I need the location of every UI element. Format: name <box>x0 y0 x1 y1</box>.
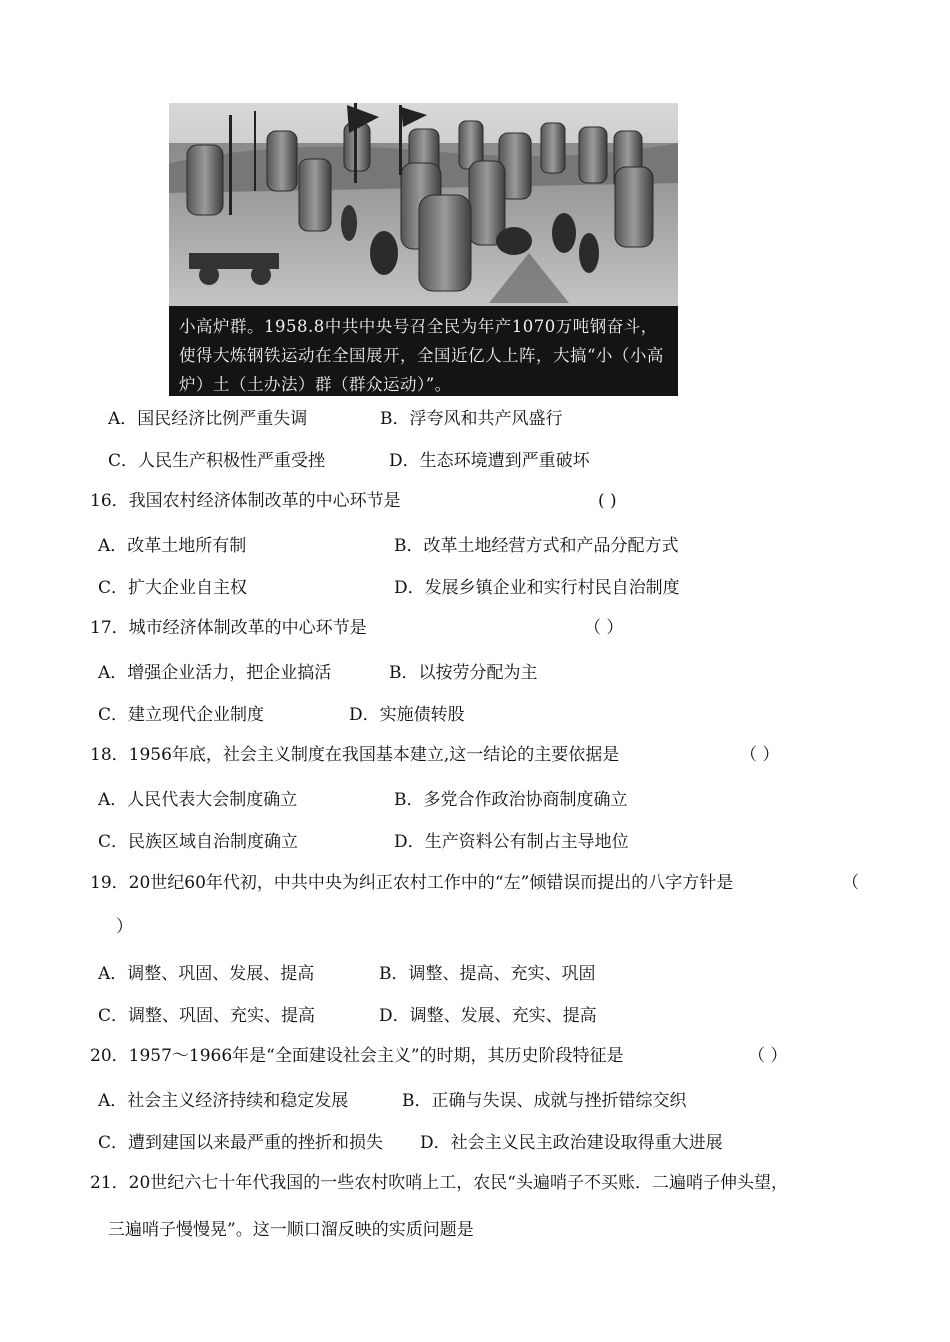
q19-paren-close: ） <box>116 917 133 937</box>
q18-option-b: B．多党合作政治协商制度确立 <box>394 790 628 810</box>
q16-stem: 16．我国农村经济体制改革的中心环节是 <box>90 491 401 511</box>
q15-option-a: A．国民经济比例严重失调 <box>108 409 308 429</box>
q18-option-d: D．生产资料公有制占主导地位 <box>394 832 629 852</box>
q21-stem-line1: 21．20世纪六七十年代我国的一些农村吹哨上工，农民“头遍哨子不买账．二遍哨子伸头望， <box>90 1173 788 1193</box>
q15-option-d: D．生态环境遭到严重破坏 <box>389 451 590 471</box>
q20-option-c: C．遭到建国以来最严重的挫折和损失 <box>98 1133 384 1153</box>
q17-stem: 17．城市经济体制改革的中心环节是 <box>90 618 367 638</box>
q17-answer-paren: （ ） <box>584 618 624 638</box>
q17-option-b: B．以按劳分配为主 <box>389 663 538 683</box>
q19-option-a: A．调整、巩固、发展、提高 <box>98 964 315 984</box>
q18-answer-paren: （ ） <box>740 745 780 765</box>
q15-option-b: B．浮夸风和共产风盛行 <box>380 409 563 429</box>
photo-caption: 小高炉群。1958.8中共中央号召全民为年产1070万吨钢奋斗，使得大炼钢铁运动在全国展开，全国近亿人上阵，大搞“小（小高炉）土（土办法）群（群众运动）”。 <box>169 306 678 396</box>
q20-answer-paren: （ ） <box>748 1046 788 1066</box>
q18-stem: 18．1956年底，社会主义制度在我国基本建立,这一结论的主要依据是 <box>90 745 620 765</box>
q20-option-d: D．社会主义民主政治建设取得重大进展 <box>420 1133 723 1153</box>
q19-paren-open: （ <box>842 873 859 893</box>
history-photo-figure <box>169 103 678 396</box>
q17-option-a: A．增强企业活力，把企业搞活 <box>98 663 332 683</box>
q19-stem: 19．20世纪60年代初，中共中央为纠正农村工作中的“左”倾错误而提出的八字方针是 <box>90 873 734 893</box>
q16-option-a: A．改革土地所有制 <box>98 536 247 556</box>
q20-option-a: A．社会主义经济持续和稳定发展 <box>98 1091 349 1111</box>
q19-option-b: B．调整、提高、充实、巩固 <box>379 964 596 984</box>
q19-option-c: C．调整、巩固、充实、提高 <box>98 1006 316 1026</box>
q16-answer-paren: ( ) <box>598 491 617 511</box>
q16-option-b: B．改革土地经营方式和产品分配方式 <box>394 536 679 556</box>
q19-option-d: D．调整、发展、充实、提高 <box>379 1006 597 1026</box>
q18-option-a: A．人民代表大会制度确立 <box>98 790 298 810</box>
q16-option-d: D．发展乡镇企业和实行村民自治制度 <box>394 578 680 598</box>
q20-stem: 20．1957～1966年是“全面建设社会主义”的时期，其历史阶段特征是 <box>90 1046 624 1066</box>
q17-option-d: D．实施债转股 <box>349 705 465 725</box>
q16-option-c: C．扩大企业自主权 <box>98 578 248 598</box>
q18-option-c: C．民族区域自治制度确立 <box>98 832 299 852</box>
q17-option-c: C．建立现代企业制度 <box>98 705 265 725</box>
blast-furnace-photo <box>169 103 678 306</box>
q15-option-c: C．人民生产积极性严重受挫 <box>108 451 326 471</box>
q21-stem-line2: 三遍哨子慢慢晃”。这一顺口溜反映的实质问题是 <box>108 1220 474 1240</box>
q20-option-b: B．正确与失误、成就与挫折错综交织 <box>402 1091 687 1111</box>
